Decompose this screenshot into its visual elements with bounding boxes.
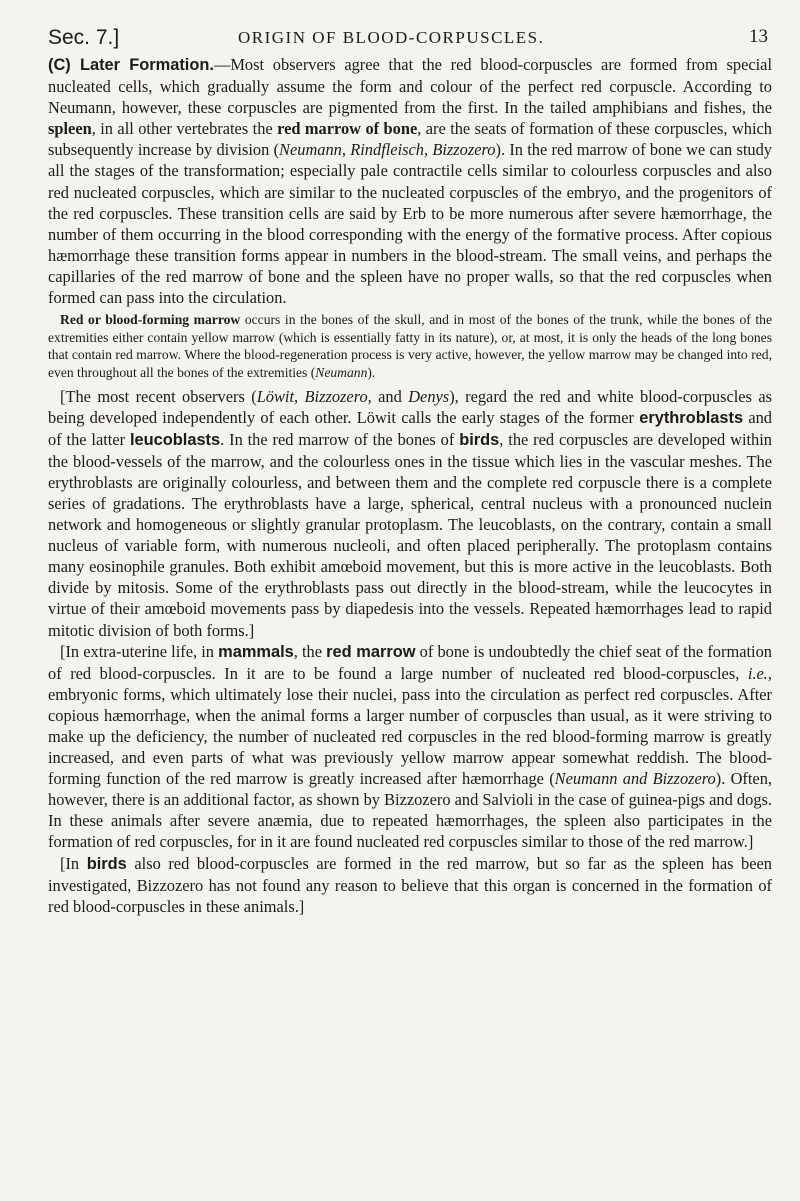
citation: Denys [408,386,450,406]
citation: Neumann [315,364,368,380]
abbreviation: i.e. [747,663,768,683]
subsection-heading: (C) Later Formation. [48,56,214,74]
note-blood-forming-marrow: Red or blood-forming marrow occurs in the bones of the skull, and in most of the bones of the trunk, while the bones of the extremities either contain yellow marrow (which is essentially fatty in its nature), or, at most, it is only the heads of the long bones that contain red marrow. Where the blood-regeneration process is very active, however, the yellow marrow may be changed into red, even throughout all the bones of the extremities (Neumann). [48,312,772,380]
keyword-birds: birds [459,430,500,449]
paragraph-birds: [In birds also red blood-corpuscles are formed in the red marrow, but so far as the spleen has been investigated, Bizzozero has not found any reason to believe that this organ is concerned in the formation of red blood-corpuscles in these animals.] [48,853,773,916]
running-header [48,20,772,54]
keyword-spleen: spleen [48,119,92,139]
keyword-mammals: mammals [218,642,294,661]
paragraph-later-formation: (C) Later Formation.—Most observers agree that the red blood-corpuscles are formed from special nucleated cells, which gradually assume the form and colour of the perfect red corpuscle. According to Neumann, however, these corpuscles are pigmented from the first. In the tailed amphibians and fishes, the spleen, in all other vertebrates the red marrow of bone, are the seats of formation of these corpuscles, which subsequently increase by division (Neumann, Rindfleisch, Bizzozero). In the red marrow of bone we can study all the stages of the transformation; especially pale contractile cells similar to colourless corpuscles and also red nucleated corpuscles, which are similar to the nucleated corpuscles of the embryo, and the progenitors of the red corpuscles. These transition cells are said by Erb to be more numerous after severe hæmorrhage, the number of them occurring in the blood corresponding with the energy of the formative process. After copious hæmorrhage these transition forms appear in numbers in the blood-stream. The small veins, and perhaps the capillaries of the red marrow of bone and the spleen have no proper walls, so that the red corpuscles when formed can pass into the circulation. [48,55,773,308]
paragraph-recent-observers: [The most recent observers (Löwit, Bizzozero, and Denys), regard the red and white blood-corpuscles as being developed independently of each other. Löwit calls the early stages of the former erythroblasts and of the latter leucoblasts. In the red marrow of the bones of birds, the red corpuscles are developed within the blood-vessels of the marrow, and the colourless ones in the tissue which lies in the vascular meshes. The erythroblasts are originally colourless, and between them and the complete red corpuscle there is a complete series of gradations. The erythroblasts have a large, spherical, central nucleus with a pronounced nuclein network and homogeneous or slightly granular protoplasm. The leucoblasts, on the contrary, contain a small nucleus of variable form, with numerous nucleoli, and often placed peripherally. The protoplasm contains many eosinophile granules. Both exhibit amœboid movement, but this is more active in the leucoblasts. Both divide by mitosis. Some of the erythroblasts pass out directly in the blood-stream, while the leucocytes in virtue of their amœboid movements pass by diapedesis into the vessels. Repeated hæmorrhages lead to rapid mitotic division of both forms.] [48,386,772,640]
citation: Neumann, Rindfleisch, Bizzozero [279,140,496,160]
section-label: Sec. 7.] [48,26,120,49]
page-number: 13 [749,26,768,47]
note-heading: Red or blood-forming marrow [60,312,241,328]
keyword-red-marrow: red marrow [326,642,416,661]
paragraph-mammals: [In extra-uterine life, in mammals, the red marrow of bone is undoubtedly the chief seat of the formation of red blood-corpuscles. In it are to be found a large number of nucleated red blood-corpuscles, i.e., embryonic forms, which ultimately lose their nuclei, pass into the circulation as perfect red corpuscles. After copious hæmorrhage, when the animal forms a larger number of corpuscles than usual, as it were striving to make up the deficiency, the number of nucleated red corpuscles in the red blood-forming marrow is greatly increased, and even parts of what was previously yellow marrow appear somewhat reddish. The blood-forming function of the red marrow is greatly increased after hæmorrhage (Neumann and Bizzozero). Often, however, there is an additional factor, as shown by Bizzozero and Salvioli in the case of guinea-pigs and dogs. In these animals after severe anæmia, due to repeated hæmorrhages, the spleen also participates in the formation of red corpuscles, for in it are found nucleated red corpuscles similar to those of the red marrow.] [48,641,773,852]
citation: Neumann and Bizzozero [554,769,716,789]
book-page [48,20,772,917]
keyword-erythroblasts: erythroblasts [639,408,744,427]
keyword-red-marrow: red marrow of bone [277,119,418,139]
citation: Löwit, Bizzozero, [256,386,372,406]
running-title: ORIGIN OF BLOOD-CORPUSCLES. [238,28,545,47]
keyword-leucoblasts: leucoblasts [129,430,221,449]
keyword-birds: birds [86,854,127,873]
